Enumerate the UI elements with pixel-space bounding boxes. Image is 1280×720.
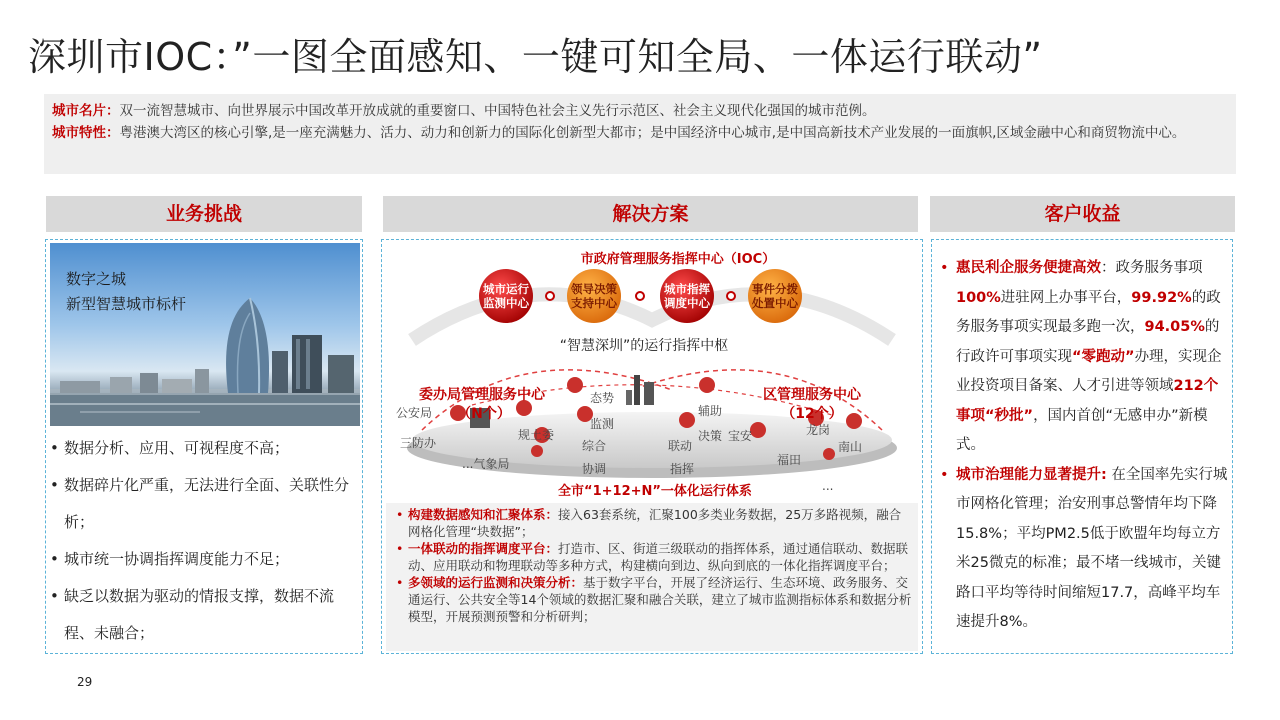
benefit-stat: “零跑动” (1072, 348, 1135, 365)
city-traits-line (52, 122, 1228, 144)
benefit-item-service (940, 254, 1230, 461)
benefit-text: 的行政许可事项实现 (956, 319, 1220, 365)
challenge-item: • 数据碎片化严重，无法进行全面、关联性分析； (50, 467, 360, 541)
center-node (567, 269, 621, 323)
svg-text:领导决策: 领导决策 (571, 282, 617, 296)
center-node (479, 269, 533, 323)
benefit-text: 的政务服务事项实现最多跑一次， (956, 289, 1221, 335)
center-node (660, 269, 714, 323)
svg-text:联动: 联动 (668, 439, 693, 453)
svg-text:态势: 态势 (590, 391, 615, 405)
system-label: 全市“1+12+N”一体化运行体系 (558, 484, 752, 499)
city-name-text: 双一流智慧城市、向世界展示中国改革开放成就的重要窗口、中国特色社会主义先行示范区、社会主义现代化强国的城市范例。 (119, 103, 876, 119)
solution-item (396, 574, 912, 625)
left-group-count: （N个） (457, 406, 511, 422)
benefit-stat: 100% (956, 289, 1001, 306)
svg-text:...: ... (822, 479, 834, 493)
benefit-text: 办理，实现企业投资项目备案、人才引进等领域 (956, 348, 1222, 394)
building-icon (634, 375, 640, 405)
benefit-item-governance (940, 461, 1230, 638)
challenges-panel (45, 239, 363, 654)
solution-text: 接入63套系统，汇聚100多类业务数据，25万多路视频，融合网格化管理“块数据”； (408, 507, 902, 539)
svg-text:决策: 决策 (698, 429, 723, 443)
svg-text:监测中心: 监测中心 (483, 296, 529, 310)
svg-text:城市指挥: 城市指挥 (664, 282, 710, 296)
benefit-stat: 212个事项“秒批” (956, 378, 1219, 424)
intro-box (44, 94, 1236, 174)
svg-text:处置中心: 处置中心 (752, 296, 798, 310)
hub-label: “智慧深圳”的运行指挥中枢 (559, 338, 729, 354)
city-name-line (52, 100, 1228, 122)
ioc-title: 市政府管理服务指挥中心（IOC） (580, 252, 776, 267)
svg-text:宝安: 宝安 (728, 429, 753, 443)
svg-text:支持中心: 支持中心 (571, 296, 617, 310)
solution-panel (381, 239, 923, 654)
svg-text:三防办: 三防办 (400, 436, 437, 450)
connector-dot (636, 292, 644, 300)
svg-text:辅助: 辅助 (698, 404, 723, 418)
city-traits-key: 城市特性： (52, 125, 120, 141)
ioc-architecture-diagram (382, 240, 922, 502)
svg-text:协调: 协调 (582, 462, 607, 476)
left-group-label: 委办局管理服务中心 (419, 387, 545, 403)
page-title: 深圳市IOC：”一图全面感知、一键可知全局、一体运行联动” (28, 35, 1043, 79)
city-traits-text: 粤港澳大湾区的核心引擎,是一座充满魅力、活力、动力和创新力的国际化创新型大都市；是中国经济中心城市,是中国高新技术产业发展的一面旗帜,区域金融中心和商贸物流中心。 (119, 125, 1186, 141)
benefits-header: 客户收益 (930, 196, 1235, 232)
solution-header: 解决方案 (383, 196, 918, 232)
benefit-stat: 99.92% (1131, 289, 1192, 306)
svg-text:公安局: 公安局 (396, 406, 433, 420)
svg-text:规土委: 规土委 (518, 428, 555, 442)
challenges-header: 业务挑战 (46, 196, 362, 232)
building-icon (626, 390, 632, 405)
benefit-text: ，国内首创“无感申办”新模式。 (956, 407, 1208, 453)
photo-caption (66, 267, 186, 317)
city-name-key: 城市名片： (52, 103, 120, 119)
svg-text:监测: 监测 (590, 417, 615, 431)
benefits-list (940, 254, 1230, 638)
svg-text:指挥: 指挥 (670, 462, 695, 476)
svg-text:综合: 综合 (582, 439, 607, 453)
solution-item (396, 506, 912, 540)
svg-text:龙岗: 龙岗 (806, 423, 831, 437)
challenge-item: • 城市统一协调指挥调度能力不足； (50, 541, 360, 578)
solution-key: 多领域的运行监测和决策分析： (408, 575, 584, 590)
center-node (748, 269, 802, 323)
photo-caption-line2: 新型智慧城市标杆 (66, 295, 187, 313)
benefit-stat: 94.05% (1144, 319, 1205, 335)
solution-key: 构建数据感知和汇聚体系： (408, 507, 559, 522)
connector-dot (546, 292, 554, 300)
benefit-key: 城市治理能力显著提升: (956, 466, 1107, 483)
page-number: 29 (77, 675, 93, 689)
benefits-panel (931, 239, 1233, 654)
right-group-label: 区管理服务中心 (763, 387, 861, 403)
benefit-text: 进驻网上办事平台， (1000, 289, 1132, 306)
solution-text: 打造市、区、街道三级联动的指挥体系，通过通信联动、数据联动、应用联动和物理联动等多种方式，构建横向到边、纵向到底的一体化指挥调度平台； (408, 541, 909, 573)
svg-text:南山: 南山 (838, 440, 863, 454)
city-skyline-image (50, 243, 360, 426)
benefit-text: ：政务服务事项 (1101, 260, 1203, 276)
building-icon (644, 382, 654, 405)
challenge-item: • 缺乏以数据为驱动的情报支撑，数据不流程、未融合； (50, 578, 360, 652)
solution-key: 一体联动的指挥调度平台： (408, 541, 559, 556)
solution-item (396, 540, 912, 574)
benefit-key: 惠民利企服务便捷高效 (956, 260, 1101, 276)
svg-text:...气象局: ...气象局 (462, 457, 510, 471)
svg-text:福田: 福田 (777, 453, 802, 467)
solution-list (386, 503, 918, 651)
svg-text:事件分拨: 事件分拨 (752, 282, 798, 296)
challenge-list (50, 430, 360, 652)
svg-text:城市运行: 城市运行 (483, 282, 529, 296)
challenge-item: • 数据分析、应用、可视程度不高； (50, 430, 360, 467)
photo-caption-line1: 数字之城 (66, 270, 127, 288)
connector-dot (727, 292, 735, 300)
solution-text: 基于数字平台，开展了经济运行、生态环境、政务服务、交通运行、公共安全等14个领域的数据汇聚和融合关联，建立了城市监测指标体系和数据分析模型，开展预测预警和分析研判； (408, 575, 912, 624)
right-group-count: （12个） (781, 406, 843, 422)
benefit-text: 在全国率先实行城市网格化管理；治安刑事总警情年均下降15.8%；平均PM2.5低于欧盟年均每立方米25微克的标准；最不堵一线城市，关键路口平均等待时间缩短17.7，高峰平均车速提升8%。 (956, 466, 1228, 630)
svg-text:调度中心: 调度中心 (664, 296, 710, 310)
